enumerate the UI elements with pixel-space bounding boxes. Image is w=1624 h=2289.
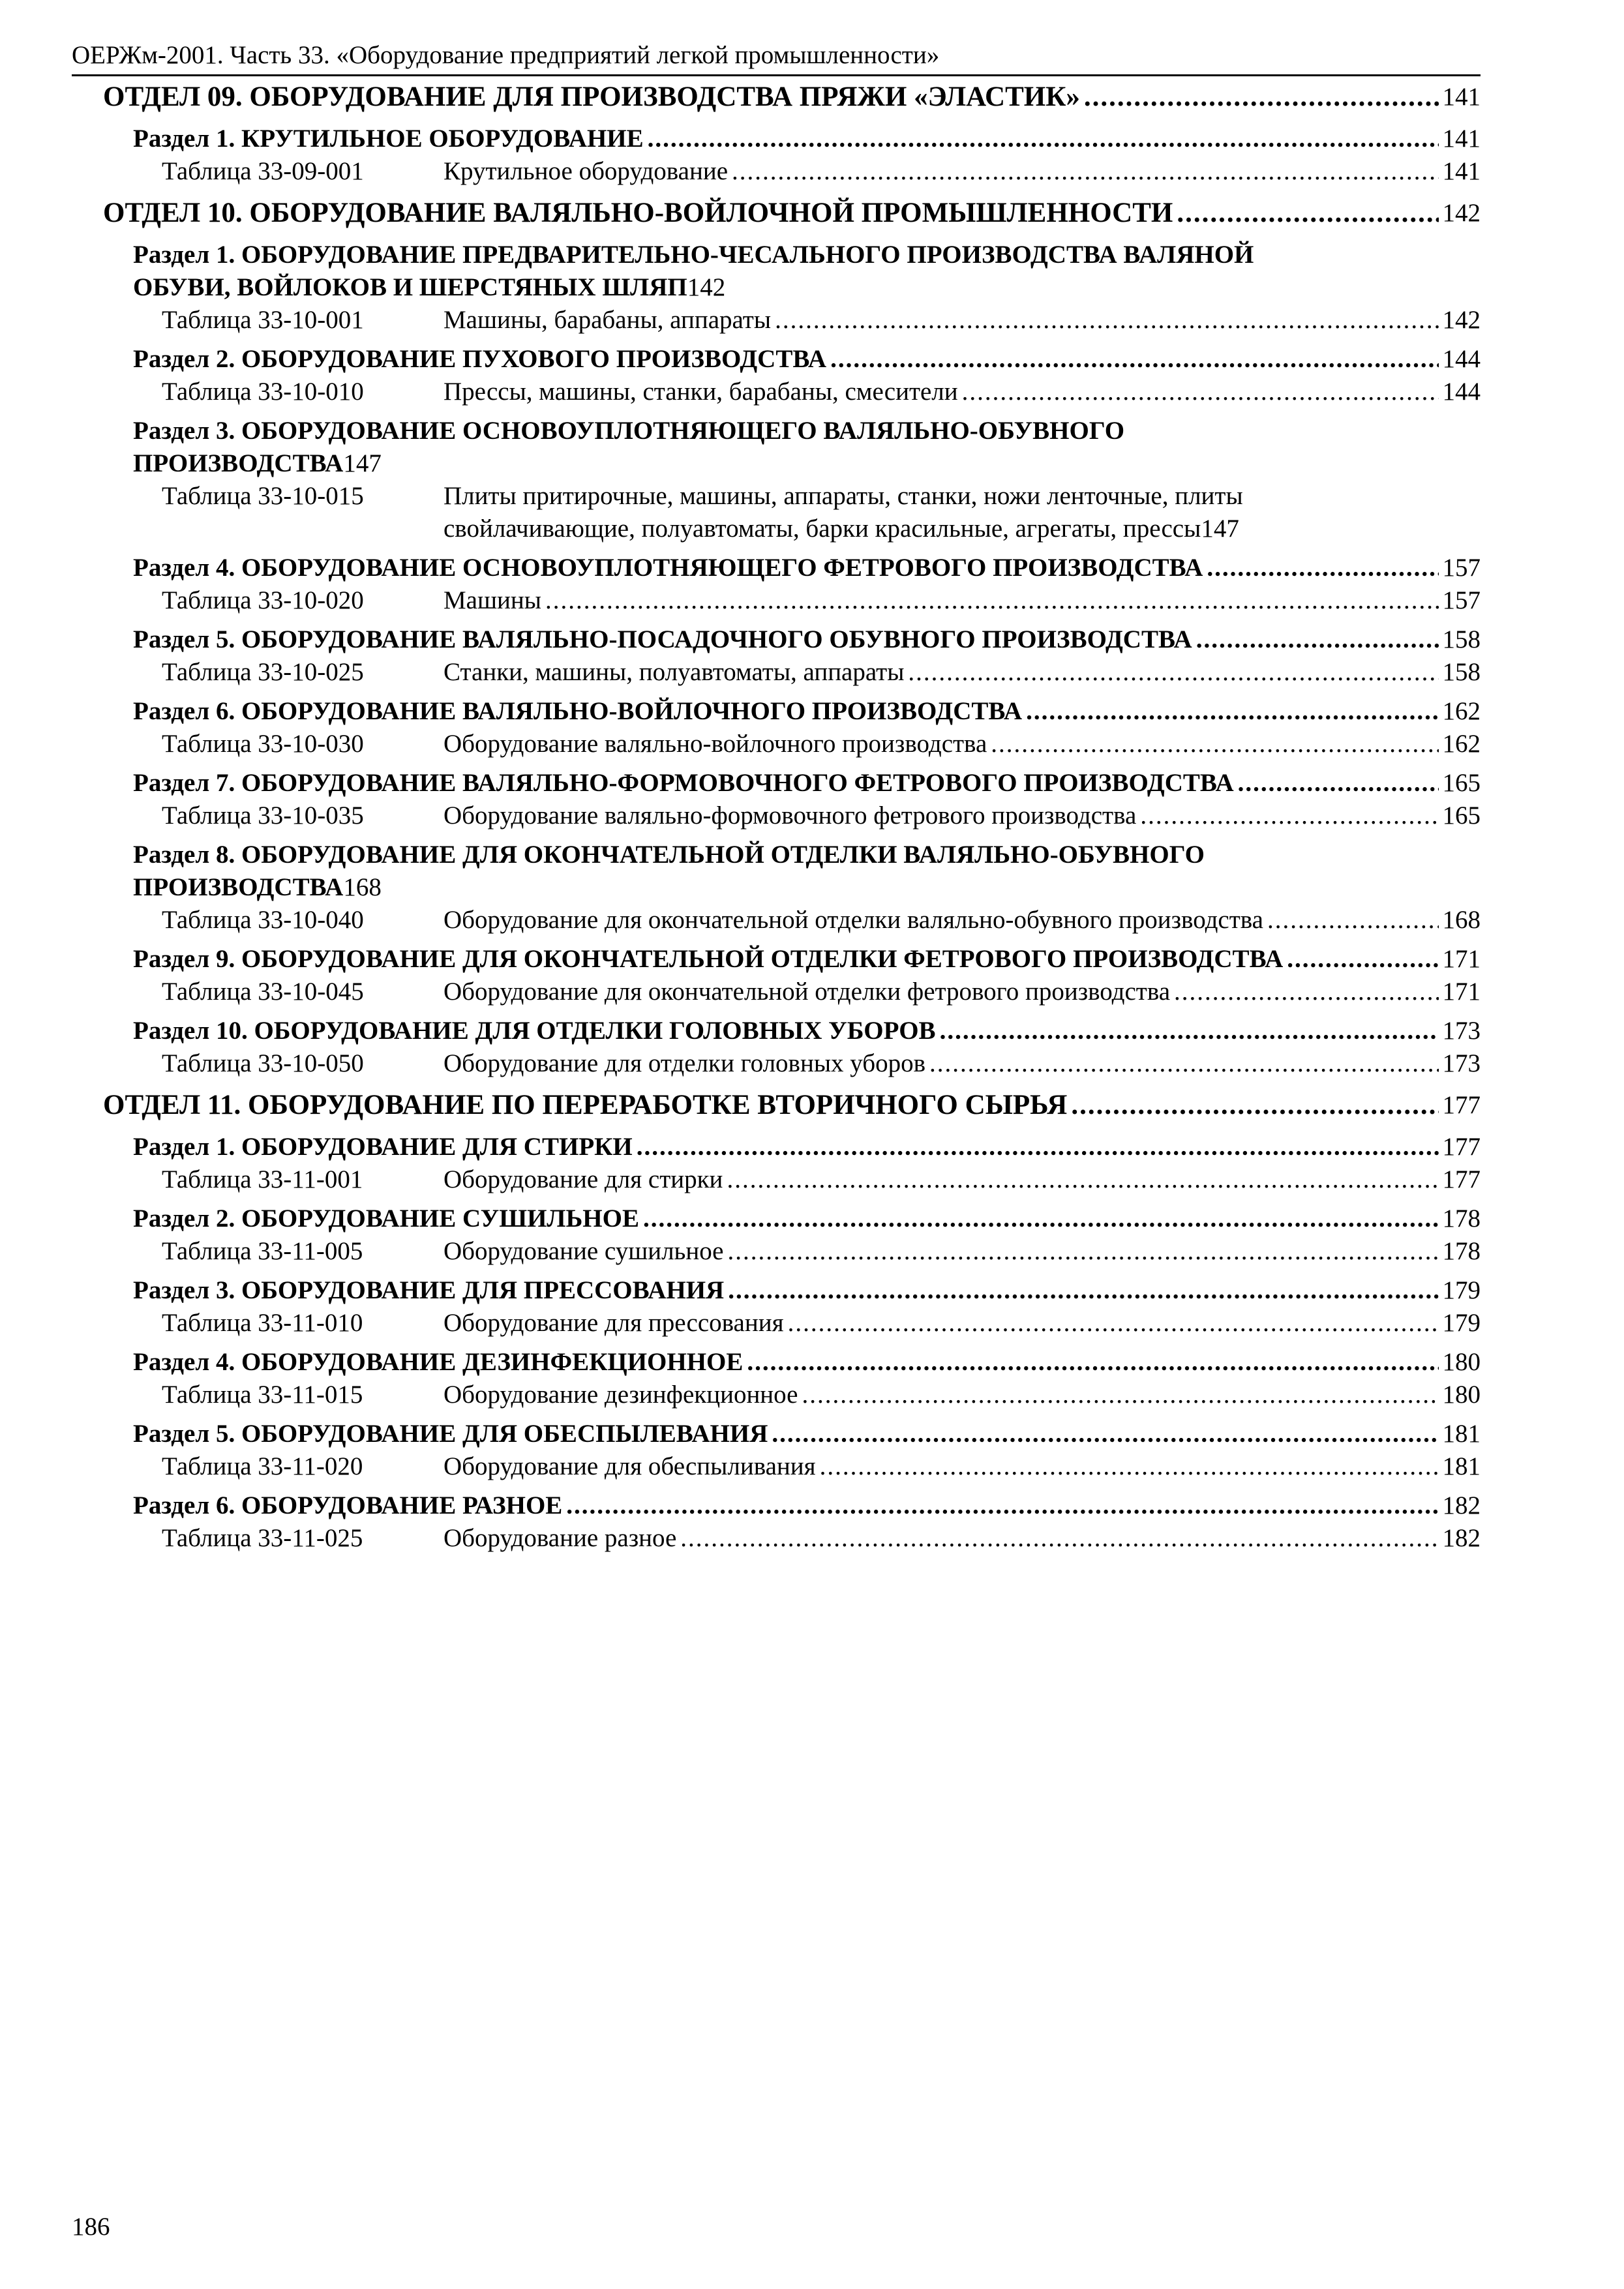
entry-title: Станки, машины, полуавтоматы, аппараты <box>444 658 905 686</box>
toc-entry-table[interactable] <box>72 800 1481 832</box>
entry-title-line2-row <box>133 871 1481 904</box>
dot-leader <box>1140 800 1438 832</box>
spacer <box>72 232 1481 239</box>
entry-title: Раздел 4. ОБОРУДОВАНИЕ ОСНОВОУПЛОТНЯЮЩЕГО ФЕТРОВОГО ПРОИЗВОДСТВА <box>133 554 1203 582</box>
entry-page: 158 <box>1442 658 1481 686</box>
table-code: Таблица 33-10-001 <box>162 306 364 334</box>
entry-page: 179 <box>1442 1276 1481 1304</box>
toc-entry-table[interactable] <box>72 584 1481 617</box>
spacer <box>72 188 1481 194</box>
entry-title: ОТДЕЛ 11. ОБОРУДОВАНИЕ ПО ПЕРЕРАБОТКЕ ВТОРИЧНОГО СЫРЬЯ <box>103 1090 1068 1120</box>
entry-page: 165 <box>1442 769 1481 797</box>
entry-page: 180 <box>1442 1348 1481 1376</box>
toc-entry-otdel[interactable] <box>72 78 1481 116</box>
entry-title-line2: ОБУВИ, ВОЙЛОКОВ И ШЕРСТЯНЫХ ШЛЯП <box>133 273 687 301</box>
dot-leader <box>1267 904 1439 936</box>
spacer <box>72 1483 1481 1489</box>
entry-page: 142 <box>1442 306 1481 334</box>
entry-title: Раздел 4. ОБОРУДОВАНИЕ ДЕЗИНФЕКЦИОННОЕ <box>133 1348 744 1376</box>
table-code: Таблица 33-10-020 <box>162 586 364 614</box>
toc-entry-table[interactable] <box>72 480 1481 545</box>
toc-entry-razdel[interactable] <box>72 1015 1481 1047</box>
table-code: Таблица 33-10-015 <box>162 482 364 510</box>
spacer <box>72 760 1481 767</box>
dot-leader <box>940 1015 1439 1047</box>
dot-leader <box>1177 194 1438 232</box>
table-code: Таблица 33-09-001 <box>162 157 364 185</box>
toc-entry-razdel[interactable] <box>72 1489 1481 1522</box>
entry-page: 171 <box>1442 945 1481 973</box>
entry-page: 182 <box>1442 1491 1481 1519</box>
entry-title: Оборудование для стирки <box>444 1165 723 1193</box>
toc-entry-table[interactable] <box>72 1047 1481 1080</box>
toc-entry-table[interactable] <box>72 904 1481 936</box>
table-code: Таблица 33-10-040 <box>162 906 364 934</box>
entry-page: 142 <box>1442 199 1481 227</box>
dot-leader <box>732 155 1438 188</box>
dot-leader <box>727 1163 1438 1196</box>
toc-entry-razdel[interactable] <box>72 343 1481 376</box>
dot-leader <box>637 1131 1439 1163</box>
dot-leader <box>1196 623 1439 656</box>
entry-title: Раздел 5. ОБОРУДОВАНИЕ ВАЛЯЛЬНО-ПОСАДОЧНОГО ОБУВНОГО ПРОИЗВОДСТВА <box>133 625 1192 653</box>
toc-entry-table[interactable] <box>72 155 1481 188</box>
dot-leader <box>728 1274 1438 1307</box>
entry-page: 179 <box>1442 1309 1481 1337</box>
entry-page: 173 <box>1442 1017 1481 1045</box>
toc-entry-razdel[interactable] <box>72 767 1481 800</box>
toc-entry-table[interactable] <box>72 656 1481 689</box>
entry-title-line1: Раздел 1. ОБОРУДОВАНИЕ ПРЕДВАРИТЕЛЬНО-ЧЕСАЛЬНОГО ПРОИЗВОДСТВА ВАЛЯНОЙ <box>133 241 1254 269</box>
entry-title: Оборудование валяльно-войлочного производства <box>444 730 987 758</box>
toc-entry-razdel[interactable] <box>72 839 1481 904</box>
entry-title: Раздел 9. ОБОРУДОВАНИЕ ДЛЯ ОКОНЧАТЕЛЬНОЙ ОТДЕЛКИ ФЕТРОВОГО ПРОИЗВОДСТВА <box>133 945 1284 973</box>
entry-title-line2-row <box>133 271 1481 304</box>
spacer <box>72 936 1481 943</box>
entry-page: 178 <box>1442 1237 1481 1265</box>
entry-title-line1: Раздел 3. ОБОРУДОВАНИЕ ОСНОВОУПЛОТНЯЮЩЕГО ВАЛЯЛЬНО-ОБУВНОГО <box>133 417 1125 445</box>
table-code: Таблица 33-10-030 <box>162 730 364 758</box>
dot-leader <box>772 1418 1438 1450</box>
spacer <box>72 1196 1481 1203</box>
entry-title: Оборудование разное <box>444 1524 677 1552</box>
table-code: Таблица 33-10-010 <box>162 378 364 406</box>
toc-entry-razdel[interactable] <box>72 943 1481 976</box>
entry-title: Оборудование для отделки головных уборов <box>444 1049 926 1077</box>
dot-leader <box>1026 695 1438 728</box>
entry-title: Оборудование сушильное <box>444 1237 724 1265</box>
dot-leader <box>1207 552 1438 584</box>
entry-title-line2: ПРОИЗВОДСТВА <box>133 873 344 901</box>
dot-leader <box>775 304 1438 337</box>
entry-page: 182 <box>1442 1524 1481 1552</box>
entry-title: Раздел 6. ОБОРУДОВАНИЕ РАЗНОЕ <box>133 1491 563 1519</box>
toc-entry-razdel[interactable] <box>72 1203 1481 1235</box>
dot-leader <box>648 123 1439 155</box>
spacer <box>72 1555 1481 1561</box>
toc-entry-table[interactable] <box>72 1379 1481 1411</box>
page-number: 186 <box>72 2213 110 2241</box>
dot-leader <box>566 1489 1438 1522</box>
entry-page: 141 <box>1442 83 1481 111</box>
entry-title: Крутильное оборудование <box>444 157 729 185</box>
dot-leader <box>908 656 1438 689</box>
entry-page: 141 <box>1442 125 1481 153</box>
entry-title: ОТДЕЛ 09. ОБОРУДОВАНИЕ ДЛЯ ПРОИЗВОДСТВА ПРЯЖИ «ЭЛАСТИК» <box>103 82 1080 112</box>
spacer <box>72 617 1481 623</box>
entry-title: Оборудование для обеспыливания <box>444 1452 816 1480</box>
entry-page: 162 <box>1442 730 1481 758</box>
spacer <box>72 545 1481 552</box>
entry-title-line1: Плиты притирочные, машины, аппараты, станки, ножи ленточные, плиты <box>444 482 1243 510</box>
toc-entry-razdel[interactable] <box>72 123 1481 155</box>
entry-page: 144 <box>1442 378 1481 406</box>
entry-page: 177 <box>1442 1165 1481 1193</box>
dot-leader <box>962 376 1439 408</box>
table-code: Таблица 33-11-005 <box>162 1237 363 1265</box>
toc-entry-table[interactable] <box>72 304 1481 337</box>
table-code: Таблица 33-11-010 <box>162 1309 363 1337</box>
entry-title: Машины <box>444 586 541 614</box>
entry-page: 142 <box>687 273 726 301</box>
spacer <box>72 1411 1481 1418</box>
spacer <box>72 1080 1481 1086</box>
entry-page: 173 <box>1442 1049 1481 1077</box>
entry-page: 158 <box>1442 625 1481 653</box>
entry-title: Раздел 1. ОБОРУДОВАНИЕ ДЛЯ СТИРКИ <box>133 1133 633 1161</box>
toc-entry-table[interactable] <box>72 1522 1481 1555</box>
spacer <box>72 1008 1481 1015</box>
entry-title: Раздел 2. ОБОРУДОВАНИЕ СУШИЛЬНОЕ <box>133 1204 639 1233</box>
entry-title-line2: свойлачивающие, полуавтоматы, барки красильные, агрегаты, прессы <box>444 515 1201 543</box>
dot-leader <box>991 728 1438 760</box>
toc-entry-razdel[interactable] <box>72 623 1481 656</box>
dot-leader <box>1238 767 1439 800</box>
spacer <box>72 832 1481 839</box>
table-code: Таблица 33-10-045 <box>162 978 364 1006</box>
table-code: Таблица 33-10-035 <box>162 801 364 830</box>
entry-page: 181 <box>1442 1420 1481 1448</box>
entry-page: 141 <box>1442 157 1481 185</box>
entry-page: 147 <box>343 449 382 477</box>
toc-entry-razdel[interactable] <box>72 1346 1481 1379</box>
dot-leader <box>545 584 1439 617</box>
entry-title: Оборудование для прессования <box>444 1309 784 1337</box>
toc-entry-table[interactable] <box>72 1450 1481 1483</box>
dot-leader <box>929 1047 1438 1080</box>
entry-title: Раздел 7. ОБОРУДОВАНИЕ ВАЛЯЛЬНО-ФОРМОВОЧНОГО ФЕТРОВОГО ПРОИЗВОДСТВА <box>133 769 1234 797</box>
dot-leader <box>728 1235 1439 1268</box>
entry-page: 171 <box>1442 978 1481 1006</box>
toc-entry-table[interactable] <box>72 1307 1481 1339</box>
entry-line1-row <box>162 480 1481 513</box>
toc-entry-otdel[interactable] <box>72 1086 1481 1124</box>
toc-entry-razdel[interactable] <box>72 695 1481 728</box>
entry-page: 165 <box>1442 801 1481 830</box>
dot-leader <box>1071 1086 1438 1124</box>
spacer <box>72 408 1481 415</box>
entry-title: Раздел 2. ОБОРУДОВАНИЕ ПУХОВОГО ПРОИЗВОДСТВА <box>133 345 827 373</box>
toc-entry-razdel[interactable] <box>72 415 1481 480</box>
entry-title: Раздел 3. ОБОРУДОВАНИЕ ДЛЯ ПРЕССОВАНИЯ <box>133 1276 725 1304</box>
dot-leader <box>1174 976 1438 1008</box>
entry-title: Оборудование для окончательной отделки фетрового производства <box>444 978 1171 1006</box>
toc-entry-table[interactable] <box>72 728 1481 760</box>
spacer <box>72 689 1481 695</box>
spacer <box>72 1339 1481 1346</box>
entry-page: 168 <box>1442 906 1481 934</box>
entry-title-line1: Раздел 8. ОБОРУДОВАНИЕ ДЛЯ ОКОНЧАТЕЛЬНОЙ ОТДЕЛКИ ВАЛЯЛЬНО-ОБУВНОГО <box>133 841 1205 869</box>
toc-entry-razdel[interactable] <box>72 1418 1481 1450</box>
table-code: Таблица 33-10-050 <box>162 1049 364 1077</box>
entry-title-line2-row <box>133 447 1481 480</box>
entry-page: 177 <box>1442 1133 1481 1161</box>
entry-title: Машины, барабаны, аппараты <box>444 306 772 334</box>
table-code: Таблица 33-11-001 <box>162 1165 363 1193</box>
entry-title: Раздел 1. КРУТИЛЬНОЕ ОБОРУДОВАНИЕ <box>133 125 644 153</box>
toc-entry-table[interactable] <box>72 976 1481 1008</box>
entry-page: 144 <box>1442 345 1481 373</box>
entry-page: 168 <box>343 873 382 901</box>
entry-title-line2: ПРОИЗВОДСТВА <box>133 449 344 477</box>
entry-page: 162 <box>1442 697 1481 725</box>
dot-leader <box>747 1346 1438 1379</box>
entry-title: Оборудование дезинфекционное <box>444 1381 798 1409</box>
toc-entry-razdel[interactable] <box>72 552 1481 584</box>
dot-leader <box>680 1522 1438 1555</box>
table-code: Таблица 33-10-025 <box>162 658 364 686</box>
entry-page: 157 <box>1442 586 1481 614</box>
toc-entry-razdel[interactable] <box>72 239 1481 304</box>
spacer <box>72 337 1481 343</box>
dot-leader <box>802 1379 1438 1411</box>
running-header: ОЕРЖм-2001. Часть 33. «Оборудование предприятий легкой промышленности» <box>72 38 1481 76</box>
entry-page: 157 <box>1442 554 1481 582</box>
entry-title: Раздел 10. ОБОРУДОВАНИЕ ДЛЯ ОТДЕЛКИ ГОЛОВНЫХ УБОРОВ <box>133 1017 936 1045</box>
entry-title: Раздел 5. ОБОРУДОВАНИЕ ДЛЯ ОБЕСПЫЛЕВАНИЯ <box>133 1420 768 1448</box>
spacer <box>72 1124 1481 1131</box>
dot-leader <box>643 1203 1439 1235</box>
entry-title: ОТДЕЛ 10. ОБОРУДОВАНИЕ ВАЛЯЛЬНО-ВОЙЛОЧНОЙ ПРОМЫШЛЕННОСТИ <box>103 198 1173 228</box>
table-code: Таблица 33-11-020 <box>162 1452 363 1480</box>
table-code: Таблица 33-11-015 <box>162 1381 363 1409</box>
entry-page: 178 <box>1442 1204 1481 1233</box>
entry-title: Оборудование валяльно-формовочного фетрового производства <box>444 801 1137 830</box>
entry-page: 177 <box>1442 1091 1481 1119</box>
dot-leader <box>820 1450 1439 1483</box>
entry-page: 147 <box>1201 515 1239 543</box>
entry-title: Оборудование для окончательной отделки валяльно-обувного производства <box>444 906 1263 934</box>
toc-entry-table[interactable] <box>72 376 1481 408</box>
entry-title: Прессы, машины, станки, барабаны, смесители <box>444 378 958 406</box>
entry-line2-row <box>162 513 1481 545</box>
table-code: Таблица 33-11-025 <box>162 1524 363 1552</box>
toc-entry-table[interactable] <box>72 1163 1481 1196</box>
entry-title: Раздел 6. ОБОРУДОВАНИЕ ВАЛЯЛЬНО-ВОЙЛОЧНОГО ПРОИЗВОДСТВА <box>133 697 1023 725</box>
toc-entry-razdel[interactable] <box>72 1131 1481 1163</box>
dot-leader <box>788 1307 1439 1339</box>
dot-leader <box>830 343 1438 376</box>
table-of-contents <box>72 78 1481 1561</box>
toc-entry-otdel[interactable] <box>72 194 1481 232</box>
entry-page: 180 <box>1442 1381 1481 1409</box>
toc-entry-table[interactable] <box>72 1235 1481 1268</box>
spacer <box>72 1268 1481 1274</box>
toc-entry-razdel[interactable] <box>72 1274 1481 1307</box>
dot-leader <box>1287 943 1438 976</box>
spacer <box>72 116 1481 123</box>
dot-leader <box>1084 78 1439 116</box>
entry-page: 181 <box>1442 1452 1481 1480</box>
